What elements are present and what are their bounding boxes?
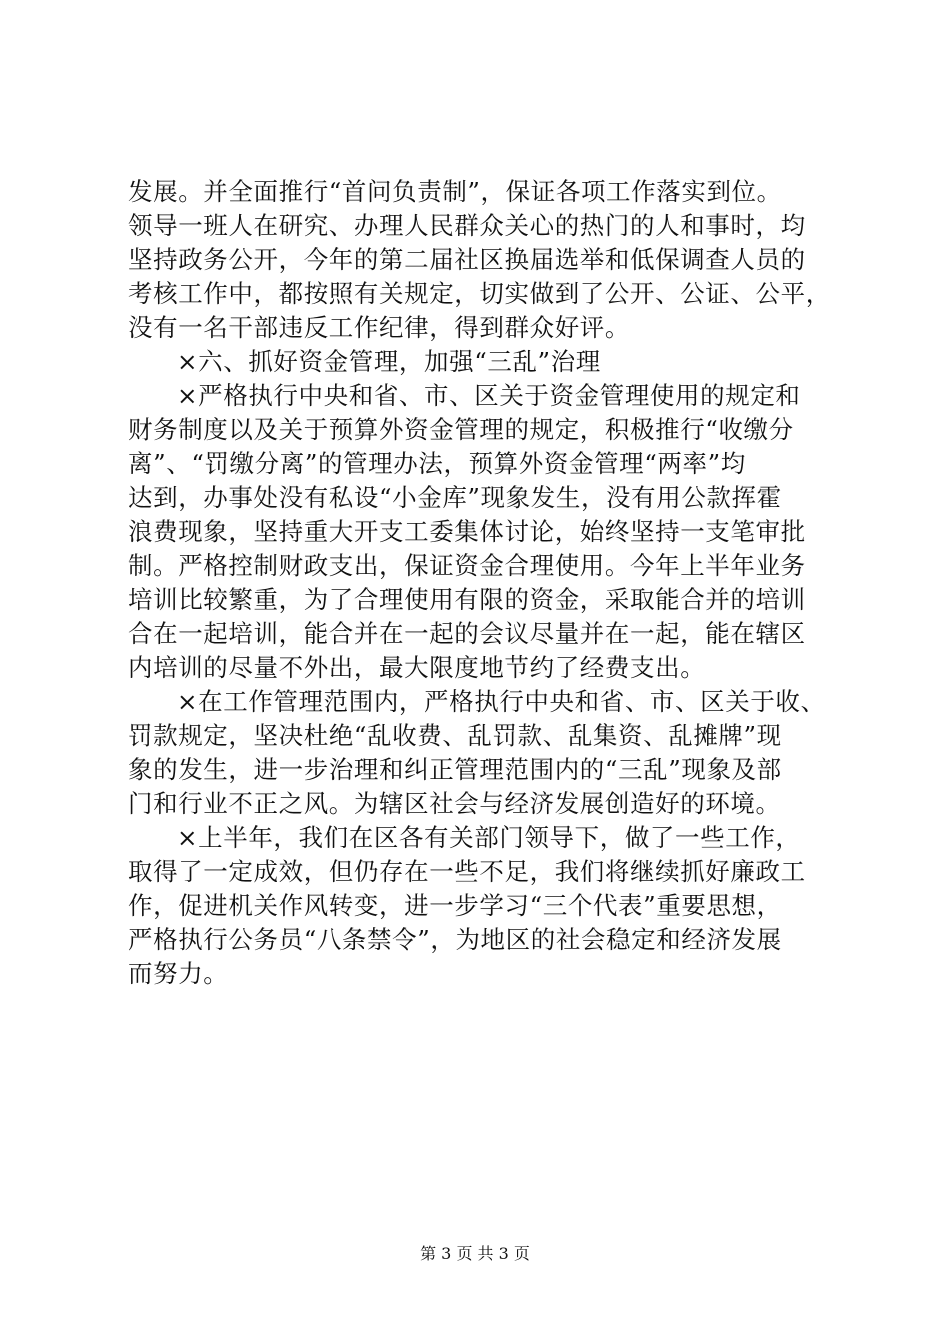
text-line: 合在一起培训，能合并在一起的会议尽量并在一起，能在辖区 [128,619,806,648]
text-line: 坚持政务公开，今年的第二届社区换届选举和低保调查人员的 [128,245,806,274]
text-line: 领导一班人在研究、办理人民群众关心的热门的人和事时，均 [128,211,806,240]
text-line: 制。严格控制财政支出，保证资金合理使用。今年上半年业务 [128,551,806,580]
text-line: 达到，办事处没有私设“小金库”现象发生，没有用公款挥霍 [128,483,782,512]
text-line: 发展。并全面推行“首问负责制”，保证各项工作落实到位。 [128,177,782,206]
text-line: 没有一名干部违反工作纪律，得到群众好评。 [128,313,630,342]
text-line: 取得了一定成效，但仍存在一些不足，我们将继续抓好廉政工 [128,857,806,886]
text-line: 离”、“罚缴分离”的管理办法，预算外资金管理“两率”均 [128,449,746,478]
page-footer: 第 3 页 共 3 页 [420,1244,530,1263]
text-line: 象的发生，进一步治理和纠正管理范围内的“三乱”现象及部 [128,755,782,784]
body-text [128,175,838,991]
text-line: 财务制度以及关于预算外资金管理的规定，积极推行“收缴分 [128,415,794,444]
text-line: 考核工作中，都按照有关规定，切实做到了公开、公证、公平， [128,279,831,308]
text-line: 内培训的尽量不外出，最大限度地节约了经费支出。 [128,653,706,682]
text-line: 浪费现象，坚持重大开支工委集体讨论，始终坚持一支笔审批 [128,517,806,546]
text-line: 严格执行公务员“八条禁令”，为地区的社会稳定和经济发展 [128,925,782,954]
text-line: 培训比较繁重，为了合理使用有限的资金，采取能合并的培训 [128,585,806,614]
text-line: 罚款规定，坚决杜绝“乱收费、乱罚款、乱集资、乱摊牌”现 [128,721,782,750]
text-line: ×严格执行中央和省、市、区关于资金管理使用的规定和 [177,381,801,410]
text-line: 门和行业不正之风。为辖区社会与经济发展创造好的环境。 [128,789,781,818]
text-line: ×上半年，我们在区各有关部门领导下，做了一些工作， [177,823,801,852]
text-line: ×在工作管理范围内，严格执行中央和省、市、区关于收、 [177,687,826,716]
text-line: ×六、抓好资金管理，加强“三乱”治理 [177,347,601,376]
text-line: 而努力。 [128,959,229,988]
text-line: 作，促进机关作风转变，进一步学习“三个代表”重要思想， [128,891,782,920]
